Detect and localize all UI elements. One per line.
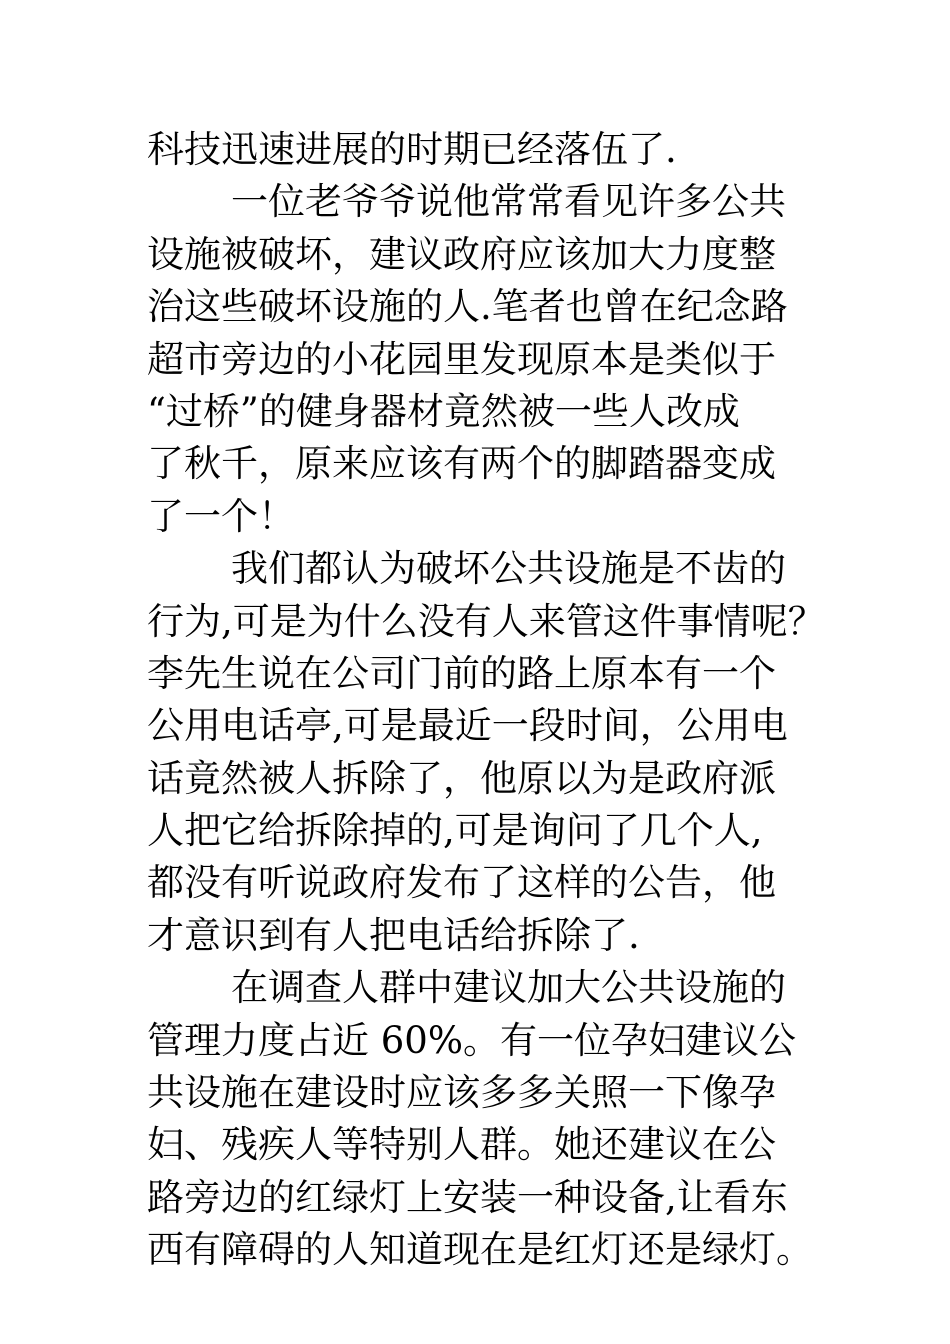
text-line: 了秋千，原来应该有两个的脚踏器变成 <box>147 442 776 486</box>
body-text <box>147 124 847 1277</box>
paragraph-first-line: 在调查人群中建议加大公共设施的 <box>231 966 786 1010</box>
text-line: 都没有听说政府发布了这样的公告，他 <box>147 861 776 905</box>
text-line: 设施被破坏，建议政府应该加大力度整 <box>147 232 776 276</box>
text-line: 李先生说在公司门前的路上原本有一个 <box>147 651 776 695</box>
text-line: “过桥”的健身器材竟然被一些人改成 <box>147 389 740 433</box>
text-line: 管理力度占近 60%。有一位孕妇建议公 <box>147 1018 796 1062</box>
text-line: 共设施在建设时应该多多关照一下像孕 <box>147 1071 776 1115</box>
text-line: 科技迅速进展的时期已经落伍了. <box>147 128 677 171</box>
text-line: 公用电话亭,可是最近一段时间，公用电 <box>147 704 788 748</box>
text-line: 西有障碍的人知道现在是红灯还是绿灯。 <box>147 1228 813 1272</box>
text-line: 路旁边的红绿灯上安装一种设备,让看东 <box>147 1175 788 1219</box>
text-line: 了一个！ <box>147 494 295 538</box>
text-line: 超市旁边的小花园里发现原本是类似于 <box>147 337 776 381</box>
text-line: 人把它给拆除掉的,可是询问了几个人, <box>147 809 763 853</box>
text-line: 才意识到有人把电话给拆除了. <box>147 913 640 957</box>
paragraph-first-line: 我们都认为破坏公共设施是不齿的 <box>231 547 786 591</box>
text-line: 治这些破坏设施的人.笔者也曾在纪念路 <box>147 285 788 329</box>
text-line: 妇、残疾人等特别人群。她还建议在公 <box>147 1123 776 1167</box>
paragraph-first-line: 一位老爷爷说他常常看见许多公共 <box>231 180 786 224</box>
text-line: 话竟然被人拆除了，他原以为是政府派 <box>147 756 776 800</box>
text-line: 行为,可是为什么没有人来管这件事情呢？ <box>147 599 825 643</box>
